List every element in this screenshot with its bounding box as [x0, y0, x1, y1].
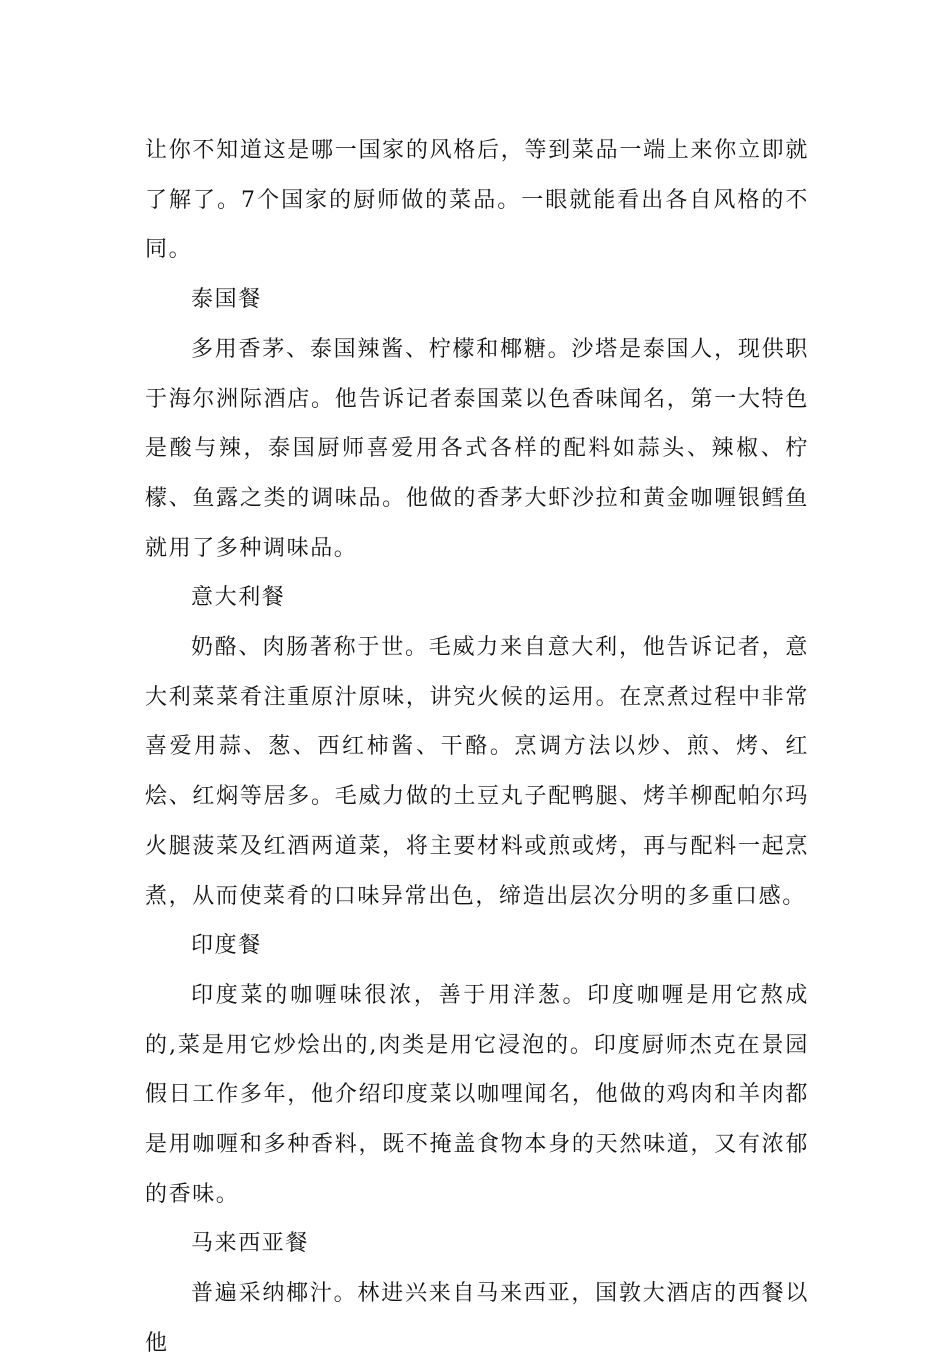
paragraph-intro: 让你不知道这是哪一国家的风格后，等到菜品一端上来你立即就了解了。7个国家的厨师做的菜品。一眼就能看出各自风格的不同。: [145, 138, 809, 263]
heading-italian: 意大利餐: [191, 585, 286, 611]
document-body: [145, 126, 809, 1369]
heading-thai: 泰国餐: [191, 287, 262, 313]
heading-indian: 印度餐: [191, 933, 262, 959]
paragraph-thai: 多用香茅、泰国辣酱、柠檬和椰糖。沙塔是泰国人，现供职于海尔洲际酒店。他告诉记者泰国菜以色香味闻名，第一大特色是酸与辣，泰国厨师喜爱用各式各样的配料如蒜头、辣椒、柠檬、鱼露之类的调味品。他做的香茅大虾沙拉和黄金咖喱银鳕鱼就用了多种调味品。: [145, 336, 809, 561]
paragraph-malaysian: 普遍采纳椰汁。林进兴来自马来西亚，国敦大酒店的西餐以他: [145, 1281, 809, 1356]
paragraph-indian: 印度菜的咖喱味很浓，善于用洋葱。印度咖喱是用它熬成的,菜是用它炒烩出的,肉类是用它浸泡的。印度厨师杰克在景园假日工作多年，他介绍印度菜以咖哩闻名，他做的鸡肉和羊肉都是用咖喱和多种香料，既不掩盖食物本身的天然味道，又有浓郁的香味。: [145, 982, 809, 1207]
paragraph-italian: 奶酪、肉肠著称于世。毛威力来自意大利，他告诉记者，意大利菜菜肴注重原汁原味，讲究火候的运用。在烹煮过程中非常喜爱用蒜、葱、西红柿酱、干酪。烹调方法以炒、煎、烤、红烩、红焖等居多。毛威力做的土豆丸子配鸭腿、烤羊柳配帕尔玛火腿菠菜及红酒两道菜，将主要材料或煎或烤，再与配料一起烹煮，从而使菜肴的口味异常出色，缔造出层次分明的多重口感。: [145, 635, 809, 909]
heading-malaysian: 马来西亚餐: [191, 1231, 310, 1257]
